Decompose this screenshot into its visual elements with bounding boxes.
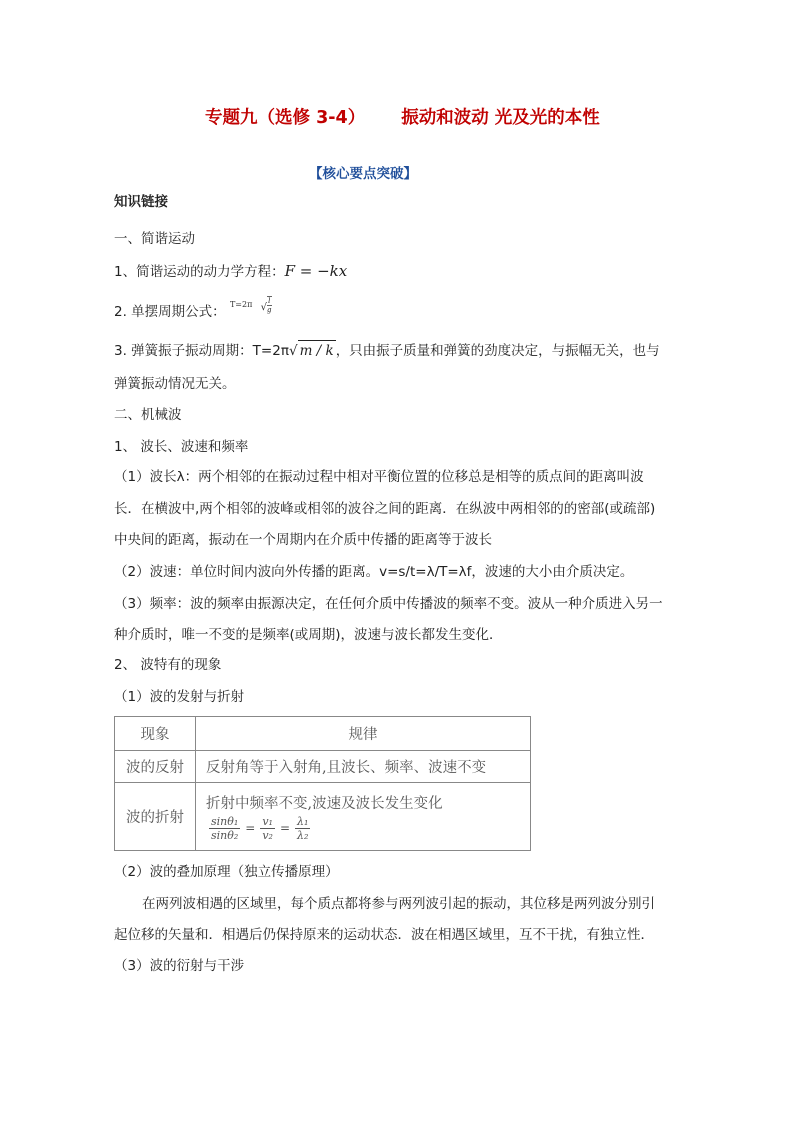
para-frequency-2: 种介质时，唯一不变的是频率(或周期)，波速与波长都发生变化． [114,627,503,643]
heading-simple-harmonic: 一、简谐运动 [114,231,195,247]
table-header-row [115,717,531,751]
sub-wave-phenomena: 2、 波特有的现象 [114,657,222,673]
sub-superposition: （2）波的叠加原理（独立传播原理） [114,864,339,880]
refraction-equation: $\frac{\text{sinθ₁}}{\text{sinθ₂}}$ = $\frac{\text{v₁}}{\text{v₂}}$ = $\frac{\text{λ₁}}{\text{λ₂}}$ [211,814,309,842]
header-rule: 规律 [196,717,531,751]
sub-reflection-refraction: （1）波的发射与折射 [114,689,245,705]
spring-sqrt: m / k [298,340,336,361]
sub-wavelength-speed-frequency: 1、 波长、波速和频率 [114,439,249,455]
line-spring-cont: 弹簧振动情况无关。 [114,376,236,392]
header-phenomenon: 现象 [115,717,196,751]
table-row-reflection [115,751,531,783]
section-subtitle: 【核心要点突破】 [309,166,417,182]
pendulum-formula-T: T=2π [229,300,253,309]
table-row-refraction [115,783,531,851]
para-superposition-2: 起位移的矢量和．相遇后仍保持原来的运动状态．波在相遇区域里，互不干扰，有独立性． [114,927,654,943]
page-title [205,104,600,129]
dynamics-label: 1、简谐运动的动力学方程： [114,264,285,280]
spring-label: 3. 弹簧振子振动周期：T=2π [114,343,289,359]
cell-refraction-rule [196,783,531,851]
para-wavelength-3: 中央间的距离，振动在一个周期内在介质中传播的距离等于波长 [114,532,492,548]
refraction-rule-text: 折射中频率不变,波速及波长发生变化 [206,795,443,812]
line-pendulum-period [114,297,272,324]
heading-mechanical-wave: 二、机械波 [114,407,182,423]
reflection-refraction-table [114,716,531,851]
cell-refraction: 波的折射 [115,783,196,851]
para-wavelength-2: 长．在横波中,两个相邻的波峰或相邻的波谷之间的距离．在纵波中两相邻的的密部(或疏部) [114,501,656,517]
para-superposition-1: 在两列波相遇的区域里，每个质点都将参与两列波引起的振动，其位移是两列波分别引 [142,896,655,912]
title-part1: 专题九（选修 3-4） [205,108,366,128]
para-frequency-1: （3）频率：波的频率由振源决定，在任何介质中传播波的频率不变。波从一种介质进入另一 [114,596,663,612]
frac-velocity: $\frac{\text{v₁}}{\text{v₂}}$ [262,814,273,842]
spring-suffix: ，只由振子质量和弹簧的劲度决定，与振幅无关，也与 [335,343,660,359]
pendulum-label: 2. 单摆周期公式： [114,304,226,320]
section-heading: 知识链接 [114,194,168,210]
frac-wavelength: $\frac{\text{λ₁}}{\text{λ₂}}$ [297,814,309,842]
cell-reflection: 波的反射 [115,751,196,783]
sub-diffraction-interference: （3）波的衍射与干涉 [114,958,245,974]
frac-sin: $\frac{\text{sinθ₁}}{\text{sinθ₂}}$ [211,814,239,842]
pendulum-formula-sqrt: √ $\frac{l}{g}$ [260,297,272,314]
line-spring-period: 3. 弹簧振子振动周期：T=2π√ m / k ，只由振子质量和弹簧的劲度决定，与振幅无关，也与 [114,340,660,361]
dynamics-formula: F = −kx [284,262,348,280]
line-dynamics-equation [114,261,347,282]
para-wavelength-1: （1）波长λ：两个相邻的在振动过程中相对平衡位置的位移总是相等的质点间的距离叫波 [114,469,644,485]
para-wave-speed: （2）波速：单位时间内波向外传播的距离。v=s/t=λ/T=λf，波速的大小由介质决定。 [114,564,634,580]
cell-reflection-rule: 反射角等于入射角,且波长、频率、波速不变 [196,751,531,783]
title-part2: 振动和波动 光及光的本性 [401,108,600,128]
